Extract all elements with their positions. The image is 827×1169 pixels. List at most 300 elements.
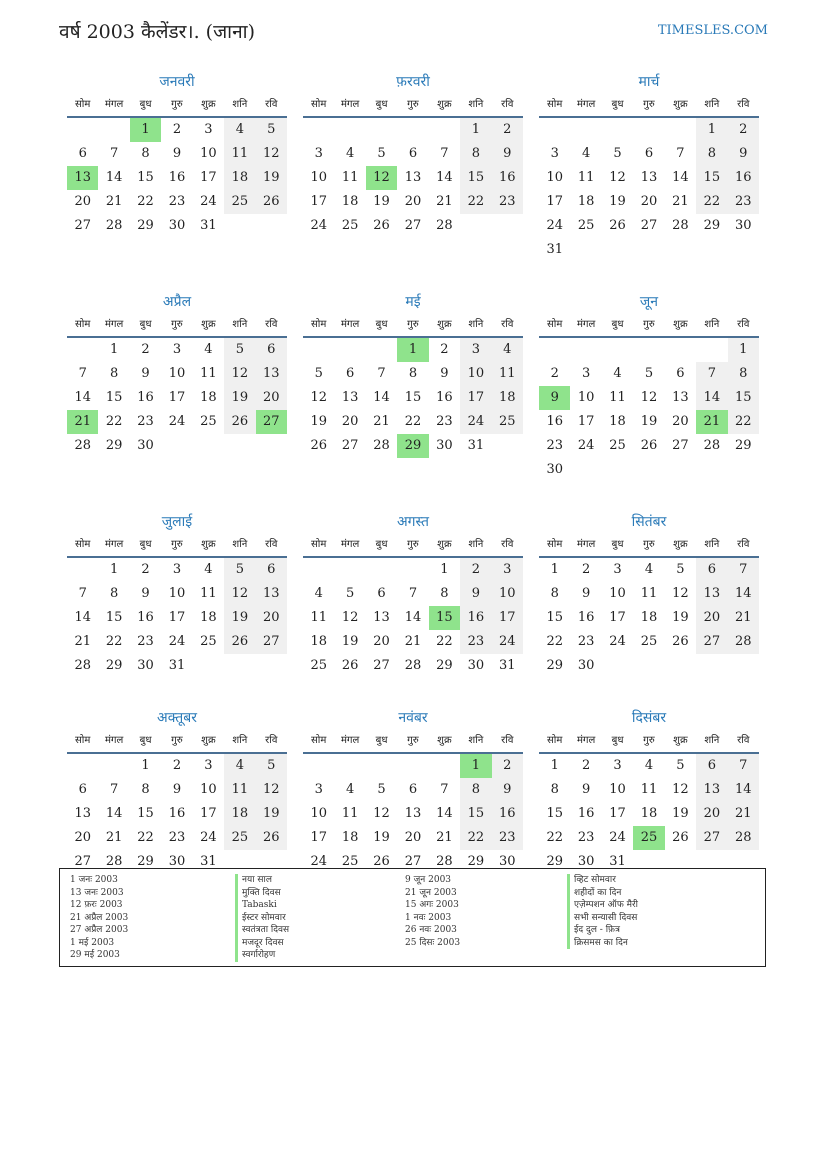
day-cell: 24 — [310, 218, 327, 233]
day-cell: 25 — [492, 410, 523, 434]
weekday-label: गुरु — [171, 735, 183, 746]
day-cell: 17 — [609, 806, 626, 821]
day-cell: 24 — [200, 194, 217, 209]
holiday-name-column — [567, 874, 638, 949]
weekday-label: शुक्र — [201, 539, 216, 550]
day-cell: 24 — [546, 218, 563, 233]
holiday-day-cell: 13 — [67, 166, 98, 190]
weekday-label: शुक्र — [673, 319, 688, 330]
day-cell: 4 — [314, 586, 323, 601]
day-cell: 2 — [172, 758, 182, 773]
day-cell: 4 — [224, 118, 255, 142]
weekday-label: गुरु — [171, 539, 183, 550]
day-cell: 18 — [200, 390, 217, 405]
day-cell: 22 — [696, 190, 727, 214]
month-title: अगस्त — [396, 514, 429, 530]
day-cell: 21 — [74, 634, 91, 649]
day-cell: 23 — [546, 438, 563, 453]
day-grid — [539, 754, 759, 874]
day-cell: 4 — [345, 782, 355, 797]
day-cell: 5 — [676, 758, 685, 773]
weekday-label: बुध — [375, 539, 388, 550]
day-cell: 9 — [141, 586, 150, 601]
empty-cell — [429, 118, 460, 142]
weekday-label: शुक्र — [673, 99, 688, 110]
day-cell: 11 — [577, 170, 595, 185]
day-cell: 30 — [137, 658, 154, 673]
weekday-label: रवि — [501, 539, 514, 550]
day-grid — [303, 754, 523, 874]
day-cell: 24 — [200, 830, 217, 845]
day-cell: 16 — [436, 390, 453, 405]
day-cell: 7 — [440, 146, 449, 161]
day-cell: 22 — [728, 410, 759, 434]
day-cell: 17 — [310, 194, 327, 209]
weekday-label: रवि — [501, 99, 514, 110]
holiday-name: स्वतंत्रता दिवस — [235, 924, 289, 937]
day-cell: 11 — [200, 586, 217, 601]
empty-cell — [397, 118, 428, 142]
day-cell: 7 — [728, 754, 759, 778]
day-cell: 19 — [672, 806, 689, 821]
month-title: मई — [405, 294, 421, 310]
day-cell: 15 — [460, 166, 491, 190]
month-calendar — [67, 72, 287, 262]
day-cell: 14 — [105, 806, 123, 821]
holiday-day-cell: 15 — [429, 606, 460, 630]
day-cell: 13 — [696, 582, 727, 606]
day-cell: 27 — [640, 218, 658, 233]
day-cell: 15 — [105, 610, 123, 625]
weekday-label: रवि — [501, 735, 514, 746]
day-cell: 18 — [341, 194, 359, 209]
weekday-label: बुध — [375, 735, 388, 746]
day-cell: 6 — [408, 782, 418, 797]
day-cell: 2 — [460, 558, 491, 582]
day-cell: 14 — [74, 610, 91, 625]
day-cell: 5 — [613, 146, 622, 161]
day-cell: 4 — [644, 562, 654, 577]
day-cell: 28 — [436, 218, 453, 233]
weekday-label: शुक्र — [437, 99, 452, 110]
day-cell: 25 — [200, 414, 217, 429]
weekday-label: बुध — [611, 735, 624, 746]
holiday-date: 1 जनः 2003 — [70, 875, 118, 885]
day-cell: 23 — [137, 634, 154, 649]
weekday-label: रवि — [265, 319, 278, 330]
weekday-label: सोम — [311, 319, 327, 330]
day-cell: 22 — [460, 190, 491, 214]
day-cell: 21 — [436, 194, 453, 209]
weekday-label: गुरु — [407, 735, 419, 746]
day-cell: 3 — [460, 338, 491, 362]
weekday-label: सोम — [311, 735, 327, 746]
day-cell: 15 — [728, 386, 759, 410]
day-cell: 29 — [105, 438, 123, 453]
day-cell: 24 — [168, 414, 186, 429]
day-cell: 10 — [168, 586, 186, 601]
day-cell: 3 — [550, 146, 559, 161]
day-grid — [539, 338, 759, 482]
day-cell: 23 — [436, 414, 453, 429]
day-cell: 13 — [672, 390, 689, 405]
day-cell: 14 — [728, 582, 759, 606]
day-cell: 28 — [373, 438, 390, 453]
day-cell: 5 — [314, 366, 323, 381]
day-cell: 11 — [609, 390, 626, 405]
month-calendar — [539, 512, 759, 678]
empty-cell — [303, 118, 334, 142]
day-cell: 25 — [341, 854, 359, 869]
day-cell: 17 — [492, 606, 523, 630]
day-cell: 22 — [105, 634, 123, 649]
holiday-date: 15 अगः 2003 — [405, 900, 459, 910]
day-cell: 28 — [436, 854, 453, 869]
day-cell: 10 — [577, 390, 595, 405]
day-cell: 25 — [609, 438, 626, 453]
day-cell: 22 — [436, 634, 453, 649]
weekday-label: मंगल — [104, 99, 124, 110]
holiday-date: 29 मई 2003 — [70, 950, 120, 960]
day-cell: 1 — [728, 338, 759, 362]
day-cell: 2 — [141, 562, 150, 577]
day-cell: 7 — [377, 366, 386, 381]
day-cell: 19 — [373, 194, 390, 209]
weekday-label: शनि — [232, 319, 248, 330]
day-cell: 27 — [696, 630, 727, 654]
empty-cell — [67, 754, 98, 778]
day-cell: 31 — [200, 854, 217, 869]
day-cell: 26 — [310, 438, 327, 453]
day-cell: 26 — [224, 630, 255, 654]
day-cell: 26 — [373, 218, 390, 233]
empty-cell — [397, 754, 428, 778]
day-cell: 6 — [696, 558, 727, 582]
day-cell: 13 — [696, 778, 727, 802]
day-cell: 5 — [224, 338, 255, 362]
day-cell: 13 — [373, 610, 390, 625]
day-cell: 4 — [644, 758, 654, 773]
weekday-label: गुरु — [643, 99, 655, 110]
day-cell: 13 — [341, 390, 359, 405]
weekday-label: शुक्र — [201, 319, 216, 330]
day-cell: 5 — [644, 366, 654, 381]
weekday-label: रवि — [737, 735, 750, 746]
weekday-label: गुरु — [407, 319, 419, 330]
day-cell: 4 — [613, 366, 622, 381]
weekday-label: शुक्र — [437, 319, 452, 330]
holiday-date-column — [405, 874, 460, 949]
day-cell: 27 — [74, 854, 91, 869]
day-cell: 12 — [609, 170, 626, 185]
day-cell: 2 — [492, 754, 523, 778]
day-cell: 16 — [728, 166, 759, 190]
day-grid — [67, 754, 287, 874]
empty-cell — [98, 118, 129, 142]
month-calendar — [303, 512, 523, 678]
weekday-label: रवि — [265, 539, 278, 550]
day-cell: 10 — [200, 146, 217, 161]
holiday-day-cell: 1 — [397, 338, 428, 362]
day-cell: 8 — [440, 586, 449, 601]
empty-cell — [602, 338, 633, 362]
day-cell: 7 — [78, 366, 87, 381]
day-cell: 18 — [310, 634, 327, 649]
day-cell: 14 — [105, 170, 123, 185]
day-cell: 23 — [137, 414, 154, 429]
day-cell: 9 — [172, 782, 182, 797]
day-cell: 5 — [256, 754, 287, 778]
weekday-label: गुरु — [171, 319, 183, 330]
holiday-day-cell: 1 — [130, 118, 161, 142]
day-cell: 1 — [109, 342, 119, 357]
weekday-label: शुक्र — [201, 99, 216, 110]
day-grid — [67, 558, 287, 678]
holiday-date: 12 फ़रः 2003 — [70, 900, 123, 910]
day-cell: 8 — [408, 366, 418, 381]
day-cell: 12 — [341, 610, 359, 625]
empty-cell — [303, 754, 334, 778]
day-cell: 22 — [460, 826, 491, 850]
day-cell: 29 — [137, 218, 154, 233]
day-cell: 8 — [696, 142, 727, 166]
month-calendar — [539, 72, 759, 262]
weekday-label: मंगल — [340, 319, 360, 330]
day-cell: 7 — [440, 782, 449, 797]
day-cell: 12 — [672, 782, 689, 797]
day-cell: 15 — [696, 166, 727, 190]
day-cell: 21 — [404, 634, 422, 649]
weekday-label: मंगल — [576, 99, 596, 110]
day-cell: 19 — [609, 194, 626, 209]
empty-cell — [334, 558, 365, 582]
day-cell: 22 — [105, 414, 123, 429]
day-cell: 15 — [546, 806, 563, 821]
day-cell: 4 — [345, 146, 355, 161]
day-cell: 17 — [460, 386, 491, 410]
empty-cell — [665, 118, 696, 142]
day-cell: 18 — [492, 386, 523, 410]
day-cell: 28 — [728, 630, 759, 654]
month-calendar — [67, 708, 287, 874]
day-cell: 20 — [404, 830, 422, 845]
day-cell: 18 — [224, 802, 255, 826]
day-cell: 24 — [577, 438, 595, 453]
day-cell: 11 — [640, 586, 658, 601]
day-cell: 4 — [581, 146, 591, 161]
day-cell: 6 — [377, 586, 386, 601]
weekday-label: शनि — [232, 539, 248, 550]
weekday-label: रवि — [737, 319, 750, 330]
weekday-label: सोम — [75, 319, 91, 330]
day-cell: 12 — [224, 362, 255, 386]
day-cell: 9 — [728, 142, 759, 166]
holiday-name: Tabaski — [235, 899, 289, 912]
day-cell: 19 — [256, 166, 287, 190]
day-cell: 6 — [256, 338, 287, 362]
day-cell: 9 — [492, 142, 523, 166]
day-cell: 3 — [204, 758, 213, 773]
weekday-label: शनि — [704, 735, 720, 746]
day-cell: 18 — [640, 806, 658, 821]
holiday-name: ईद दुल - फ़ित्र — [567, 924, 638, 937]
day-cell: 20 — [640, 194, 658, 209]
day-cell: 23 — [492, 826, 523, 850]
day-cell: 10 — [310, 170, 327, 185]
holiday-date: 27 अप्रैल 2003 — [70, 925, 129, 935]
day-cell: 12 — [672, 586, 689, 601]
day-cell: 18 — [577, 194, 595, 209]
day-cell: 31 — [200, 218, 217, 233]
day-cell: 13 — [404, 806, 422, 821]
day-cell: 18 — [640, 610, 658, 625]
site-link[interactable]: TIMESLES.COM — [657, 23, 768, 38]
day-cell: 28 — [703, 438, 721, 453]
day-cell: 17 — [168, 610, 186, 625]
day-cell: 20 — [74, 194, 91, 209]
holiday-name: ईस्टर सोमवार — [235, 912, 289, 925]
day-cell: 26 — [672, 634, 689, 649]
day-cell: 13 — [256, 362, 287, 386]
day-cell: 10 — [168, 366, 186, 381]
day-cell: 7 — [676, 146, 685, 161]
weekday-header — [303, 314, 523, 338]
day-grid — [67, 338, 287, 458]
day-cell: 7 — [696, 362, 727, 386]
day-cell: 11 — [341, 170, 359, 185]
day-cell: 7 — [408, 586, 418, 601]
weekday-label: मंगल — [576, 539, 596, 550]
holiday-name-column — [235, 874, 289, 962]
day-cell: 25 — [341, 218, 359, 233]
day-cell: 30 — [735, 218, 752, 233]
day-cell: 29 — [703, 218, 721, 233]
empty-cell — [98, 754, 129, 778]
day-cell: 21 — [105, 830, 123, 845]
month-title: मार्च — [638, 74, 660, 90]
weekday-header — [67, 94, 287, 118]
day-cell: 25 — [200, 634, 217, 649]
empty-cell — [334, 118, 365, 142]
day-cell: 9 — [581, 782, 591, 797]
holiday-day-cell: 9 — [539, 386, 570, 410]
weekday-header — [67, 730, 287, 754]
day-cell: 10 — [546, 170, 563, 185]
empty-cell — [633, 118, 664, 142]
day-cell: 14 — [436, 806, 453, 821]
month-calendar — [539, 708, 759, 874]
month-calendar — [67, 292, 287, 482]
holiday-day-cell: 25 — [633, 826, 664, 850]
day-grid — [539, 118, 759, 262]
weekday-label: रवि — [265, 99, 278, 110]
day-cell: 14 — [373, 390, 390, 405]
day-cell: 4 — [204, 562, 213, 577]
weekday-header — [539, 730, 759, 754]
weekday-label: गुरु — [643, 539, 655, 550]
day-cell: 7 — [109, 146, 119, 161]
empty-cell — [696, 338, 727, 362]
holiday-name: मजदूर दिवस — [235, 937, 289, 950]
day-cell: 29 — [546, 854, 563, 869]
day-cell: 29 — [546, 658, 563, 673]
month-calendar — [303, 708, 523, 874]
day-cell: 12 — [224, 582, 255, 606]
day-cell: 7 — [109, 782, 119, 797]
empty-cell — [366, 558, 397, 582]
day-cell: 16 — [577, 806, 595, 821]
day-cell: 7 — [78, 586, 87, 601]
day-cell: 21 — [436, 830, 453, 845]
day-cell: 3 — [613, 758, 622, 773]
day-cell: 31 — [168, 658, 186, 673]
empty-cell — [570, 338, 601, 362]
day-cell: 10 — [492, 582, 523, 606]
weekday-label: सोम — [547, 735, 563, 746]
day-cell: 19 — [256, 802, 287, 826]
day-cell: 30 — [436, 438, 453, 453]
weekday-label: शनि — [232, 99, 248, 110]
day-cell: 5 — [256, 118, 287, 142]
day-cell: 27 — [696, 826, 727, 850]
weekday-header — [303, 730, 523, 754]
weekday-label: शुक्र — [437, 735, 452, 746]
day-cell: 18 — [341, 830, 359, 845]
holiday-day-cell: 27 — [256, 410, 287, 434]
day-cell: 21 — [373, 414, 390, 429]
day-cell: 17 — [546, 194, 563, 209]
weekday-label: शुक्र — [437, 539, 452, 550]
weekday-label: शनि — [468, 99, 484, 110]
day-cell: 16 — [492, 166, 523, 190]
empty-cell — [429, 754, 460, 778]
day-cell: 17 — [200, 806, 217, 821]
day-cell: 3 — [581, 366, 591, 381]
day-cell: 25 — [224, 190, 255, 214]
day-grid — [67, 118, 287, 238]
day-cell: 28 — [105, 218, 123, 233]
day-cell: 6 — [256, 558, 287, 582]
day-grid — [539, 558, 759, 678]
month-title: अप्रैल — [162, 294, 192, 310]
holiday-day-cell: 12 — [366, 166, 397, 190]
holiday-date: 21 अप्रैल 2003 — [70, 912, 129, 923]
day-cell: 16 — [546, 414, 563, 429]
empty-cell — [303, 558, 334, 582]
day-cell: 24 — [492, 630, 523, 654]
holiday-day-cell: 29 — [397, 434, 428, 458]
day-cell: 24 — [310, 854, 327, 869]
day-cell: 16 — [168, 170, 186, 185]
day-cell: 14 — [672, 170, 689, 185]
holiday-name: सभी सन्यासी दिवस — [567, 912, 638, 925]
day-cell: 21 — [728, 802, 759, 826]
day-cell: 27 — [404, 854, 422, 869]
empty-cell — [665, 338, 696, 362]
day-cell: 17 — [310, 830, 327, 845]
holiday-date-column — [70, 874, 128, 962]
weekday-label: मंगल — [576, 735, 596, 746]
weekday-header — [539, 94, 759, 118]
weekday-label: शुक्र — [201, 735, 216, 746]
day-cell: 21 — [672, 194, 689, 209]
day-cell: 8 — [109, 586, 119, 601]
day-cell: 19 — [672, 610, 689, 625]
day-cell: 12 — [256, 778, 287, 802]
day-cell: 12 — [256, 142, 287, 166]
weekday-label: सोम — [547, 99, 563, 110]
day-cell: 30 — [168, 854, 186, 869]
